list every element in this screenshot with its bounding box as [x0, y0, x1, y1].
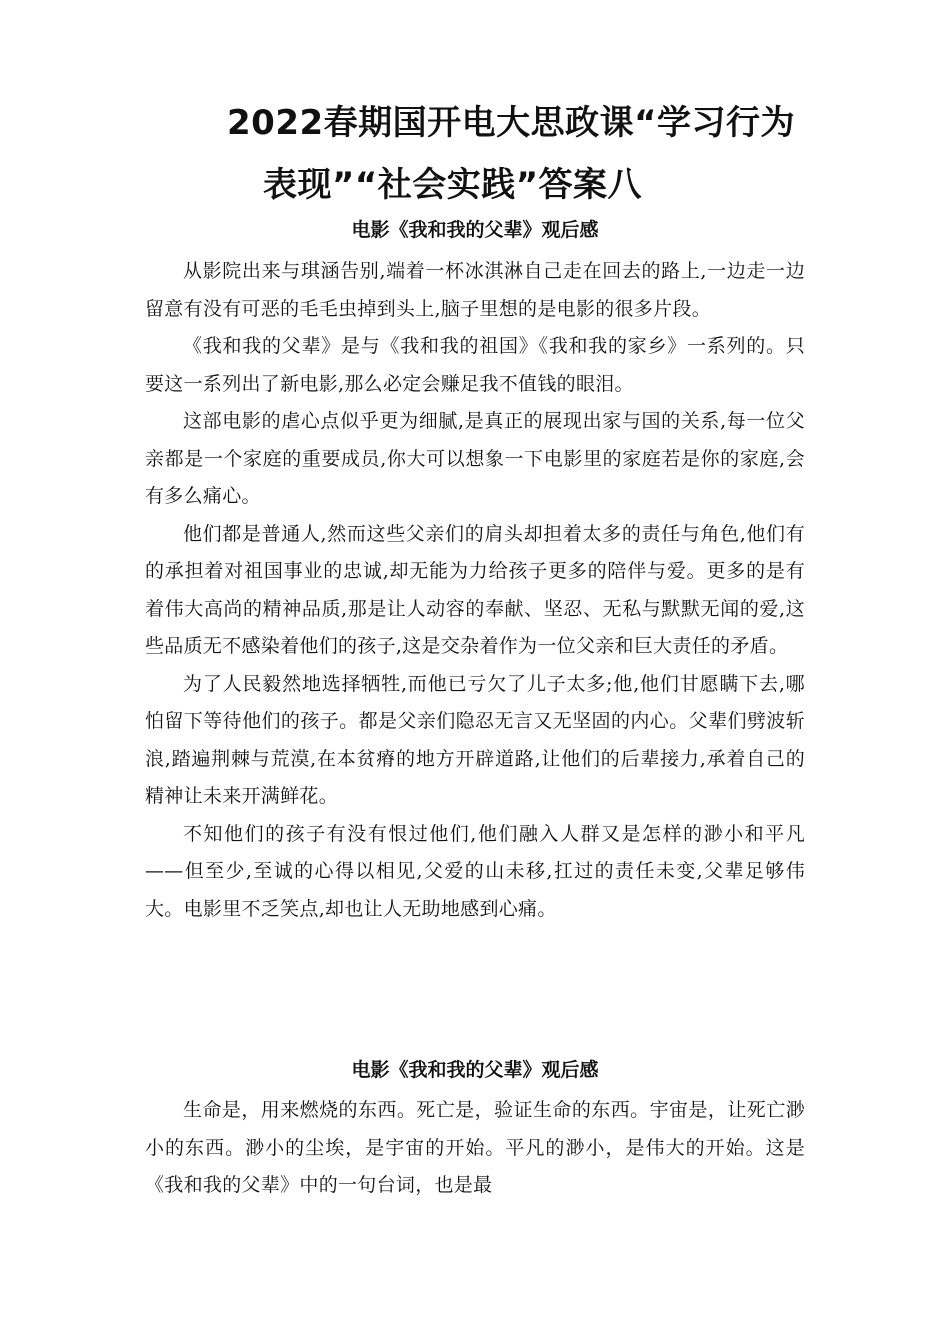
paragraph: 不知他们的孩子有没有恨过他们,他们融入人群又是怎样的渺小和平凡——但至少,至诚的心得以相见,父爱的山未移,扛过的责任未变,父辈足够伟大。电影里不乏笑点,却也让人无助地感到心痛。 — [145, 822, 805, 920]
paragraph: 《我和我的父辈》是与《我和我的祖国》《我和我的家乡》一系列的。只要这一系列出了新电影,那么必定会赚足我不值钱的眼泪。 — [145, 335, 805, 395]
title-line-1: 2022春期国开电大思政课“学习行为 — [227, 103, 795, 143]
section-heading: 电影《我和我的父辈》观后感 — [351, 1059, 599, 1081]
title-line-2: 表现”“社会实践”答案八 — [263, 165, 643, 205]
section-body — [145, 253, 805, 928]
document-title — [145, 92, 825, 216]
section-body — [145, 1092, 805, 1205]
paragraph: 这部电影的虐心点似乎更为细腻,是真正的展现出家与国的关系,每一位父亲都是一个家庭的重要成员,你大可以想象一下电影里的家庭若是你的家庭,会有多么痛心。 — [145, 410, 805, 507]
paragraph: 从影院出来与琪涵告别,端着一杯冰淇淋自己走在回去的路上,一边走一边留意有没有可恶的毛毛虫掉到头上,脑子里想的是电影的很多片段。 — [145, 260, 805, 320]
paragraph: 为了人民毅然地选择牺牲,而他已亏欠了儿子太多;他,他们甘愿瞒下去,哪怕留下等待他们的孩子。都是父亲们隐忍无言又无坚固的内心。父辈们劈波斩浪,踏遍荆棘与荒漠,在本贫瘠的地方开辟道路,让他们的后辈接力,承着自己的精神让未来开满鲜花。 — [145, 672, 805, 807]
section-heading: 电影《我和我的父辈》观后感 — [351, 219, 599, 241]
paragraph: 他们都是普通人,然而这些父亲们的肩头却担着太多的责任与角色,他们有的承担着对祖国事业的忠诚,却无能为力给孩子更多的陪伴与爱。更多的是有着伟大高尚的精神品质,那是让人动容的奉献、坚忍、无私与默默无闻的爱,这些品质无不感染着他们的孩子,这是交杂着作为一位父亲和巨大责任的矛盾。 — [145, 522, 805, 657]
paragraph: 生命是，用来燃烧的东西。死亡是，验证生命的东西。宇宙是，让死亡渺小的东西。渺小的尘埃，是宇宙的开始。平凡的渺小，是伟大的开始。这是《我和我的父辈》中的一句台词，也是最 — [145, 1099, 805, 1196]
